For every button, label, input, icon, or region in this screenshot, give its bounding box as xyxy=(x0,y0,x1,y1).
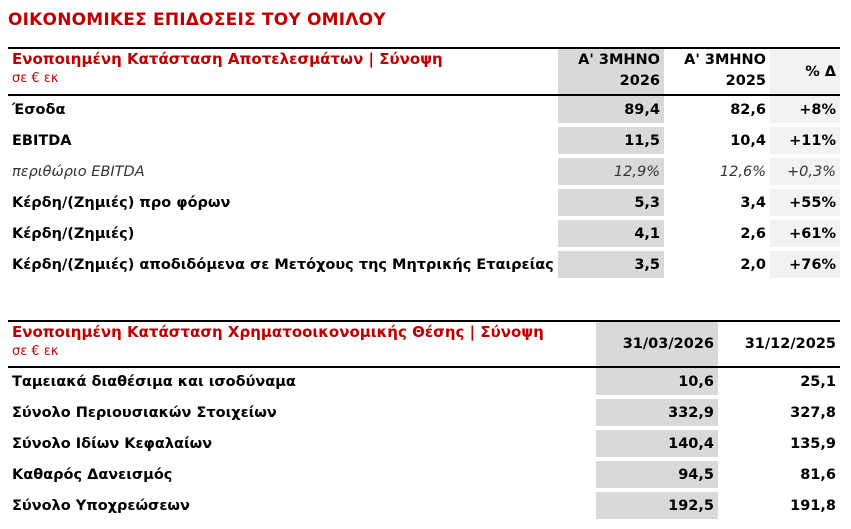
page-title: ΟΙΚΟΝΟΜΙΚΕΣ ΕΠΙΔΟΣΕΙΣ ΤΟΥ ΟΜΙΛΟΥ xyxy=(8,10,386,30)
row-label: Ταμειακά διαθέσιμα και ισοδύναμα xyxy=(8,367,596,397)
value-change: +55% xyxy=(770,187,840,218)
value-31-03-2026: 332,9 xyxy=(596,397,718,428)
value-2025: 82,6 xyxy=(664,95,770,125)
income-header-title-cell xyxy=(8,48,558,95)
balance-col-2025: 31/12/2025 xyxy=(718,321,840,367)
income-header-row xyxy=(8,48,840,95)
table-row xyxy=(8,249,840,280)
row-label: Σύνολο Υποχρεώσεων xyxy=(8,490,596,521)
value-31-12-2025: 135,9 xyxy=(718,428,840,459)
income-col-change: % Δ xyxy=(770,48,840,95)
value-31-03-2026: 10,6 xyxy=(596,367,718,397)
row-label: Κέρδη/(Ζημιές) αποδιδόμενα σε Μετόχους της Μητρικής Εταιρείας xyxy=(8,249,558,280)
value-2026: 12,9% xyxy=(558,156,664,187)
row-label: Έσοδα xyxy=(8,95,558,125)
income-unit-label: σε € εκ xyxy=(12,71,59,86)
table-row xyxy=(8,428,840,459)
income-col-q1-2025 xyxy=(664,48,770,95)
value-change: +76% xyxy=(770,249,840,280)
value-change: +8% xyxy=(770,95,840,125)
value-31-12-2025: 327,8 xyxy=(718,397,840,428)
value-2026: 3,5 xyxy=(558,249,664,280)
value-31-12-2025: 191,8 xyxy=(718,490,840,521)
value-2025: 2,0 xyxy=(664,249,770,280)
table-row xyxy=(8,218,840,249)
row-label: περιθώριο EBITDA xyxy=(8,156,558,187)
row-label: Καθαρός Δανεισμός xyxy=(8,459,596,490)
table-row xyxy=(8,490,840,521)
value-2025: 10,4 xyxy=(664,125,770,156)
balance-unit-label: σε € εκ xyxy=(12,344,59,359)
value-change: +61% xyxy=(770,218,840,249)
table-row xyxy=(8,397,840,428)
value-2025: 12,6% xyxy=(664,156,770,187)
value-2025: 2,6 xyxy=(664,218,770,249)
income-col-q1-2026-line2: 2026 xyxy=(619,73,660,89)
table-row xyxy=(8,95,840,125)
income-col-q1-2026 xyxy=(558,48,664,95)
value-2025: 3,4 xyxy=(664,187,770,218)
table-row xyxy=(8,156,840,187)
income-table-title: Ενοποιημένη Κατάσταση Αποτελεσμάτων | Σύνοψη xyxy=(12,50,443,68)
income-col-q1-2026-line1: Α' 3ΜΗΝΟ xyxy=(578,52,660,68)
value-31-12-2025: 81,6 xyxy=(718,459,840,490)
value-31-03-2026: 94,5 xyxy=(596,459,718,490)
balance-sheet-table xyxy=(8,320,840,523)
income-col-q1-2025-line1: Α' 3ΜΗΝΟ xyxy=(684,52,766,68)
balance-header-title-cell xyxy=(8,321,596,367)
row-label: Σύνολο Ιδίων Κεφαλαίων xyxy=(8,428,596,459)
value-2026: 4,1 xyxy=(558,218,664,249)
income-col-q1-2025-line2: 2025 xyxy=(725,73,766,89)
value-31-12-2025: 25,1 xyxy=(718,367,840,397)
value-31-03-2026: 192,5 xyxy=(596,490,718,521)
table-row xyxy=(8,187,840,218)
table-row xyxy=(8,367,840,397)
balance-col-2026: 31/03/2026 xyxy=(596,321,718,367)
balance-header-row xyxy=(8,321,840,367)
value-change: +11% xyxy=(770,125,840,156)
balance-table-title: Ενοποιημένη Κατάσταση Χρηματοοικονομικής Θέσης | Σύνοψη xyxy=(12,323,544,341)
table-row xyxy=(8,459,840,490)
row-label: EBITDA xyxy=(8,125,558,156)
income-statement-table xyxy=(8,47,840,282)
value-change: +0,3% xyxy=(770,156,840,187)
row-label: Κέρδη/(Ζημιές) προ φόρων xyxy=(8,187,558,218)
row-label: Κέρδη/(Ζημιές) xyxy=(8,218,558,249)
value-2026: 5,3 xyxy=(558,187,664,218)
row-label: Σύνολο Περιουσιακών Στοιχείων xyxy=(8,397,596,428)
value-2026: 89,4 xyxy=(558,95,664,125)
table-row xyxy=(8,125,840,156)
value-31-03-2026: 140,4 xyxy=(596,428,718,459)
value-2026: 11,5 xyxy=(558,125,664,156)
